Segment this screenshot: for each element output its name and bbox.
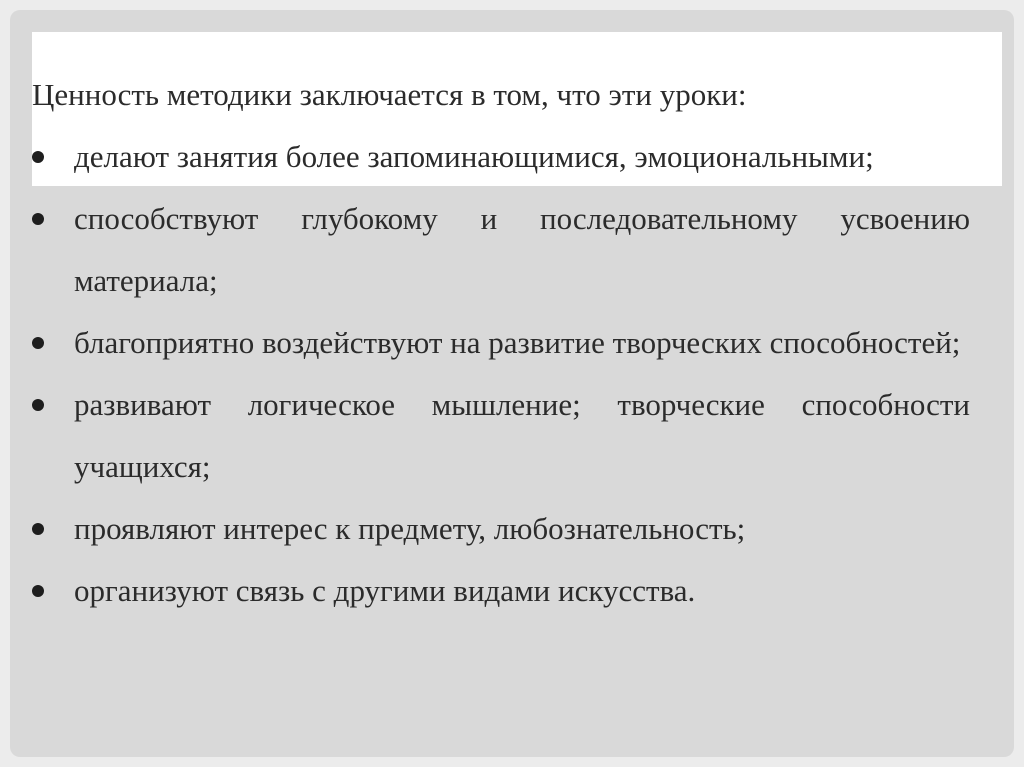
list-item — [32, 560, 970, 622]
bullet-dot-icon — [32, 213, 44, 225]
list-item-text: развивают логическое мышление; творческие способности учащихся; — [74, 387, 970, 484]
bullet-dot-icon — [32, 337, 44, 349]
bullet-dot-icon — [32, 151, 44, 163]
slide-content — [32, 64, 970, 622]
list-item — [32, 312, 970, 374]
list-item — [32, 188, 970, 312]
bullet-dot-icon — [32, 523, 44, 535]
list-item-text: делают занятия более запоминающимися, эмоциональными; — [74, 139, 874, 174]
list-item — [32, 374, 970, 498]
list-item-text: организуют связь с другими видами искусства. — [74, 573, 696, 608]
bullet-dot-icon — [32, 399, 44, 411]
bullet-list — [32, 126, 970, 622]
bullet-dot-icon — [32, 585, 44, 597]
intro-text: Ценность методики заключается в том, что эти уроки: — [32, 77, 747, 112]
list-item — [32, 498, 970, 560]
list-item — [32, 126, 970, 188]
list-item-text: благоприятно воздействуют на развитие творческих способностей; — [74, 325, 961, 360]
list-item-text: способствуют глубокому и последовательному усвоению материала; — [74, 201, 970, 298]
list-item-text: проявляют интерес к предмету, любознательность; — [74, 511, 746, 546]
